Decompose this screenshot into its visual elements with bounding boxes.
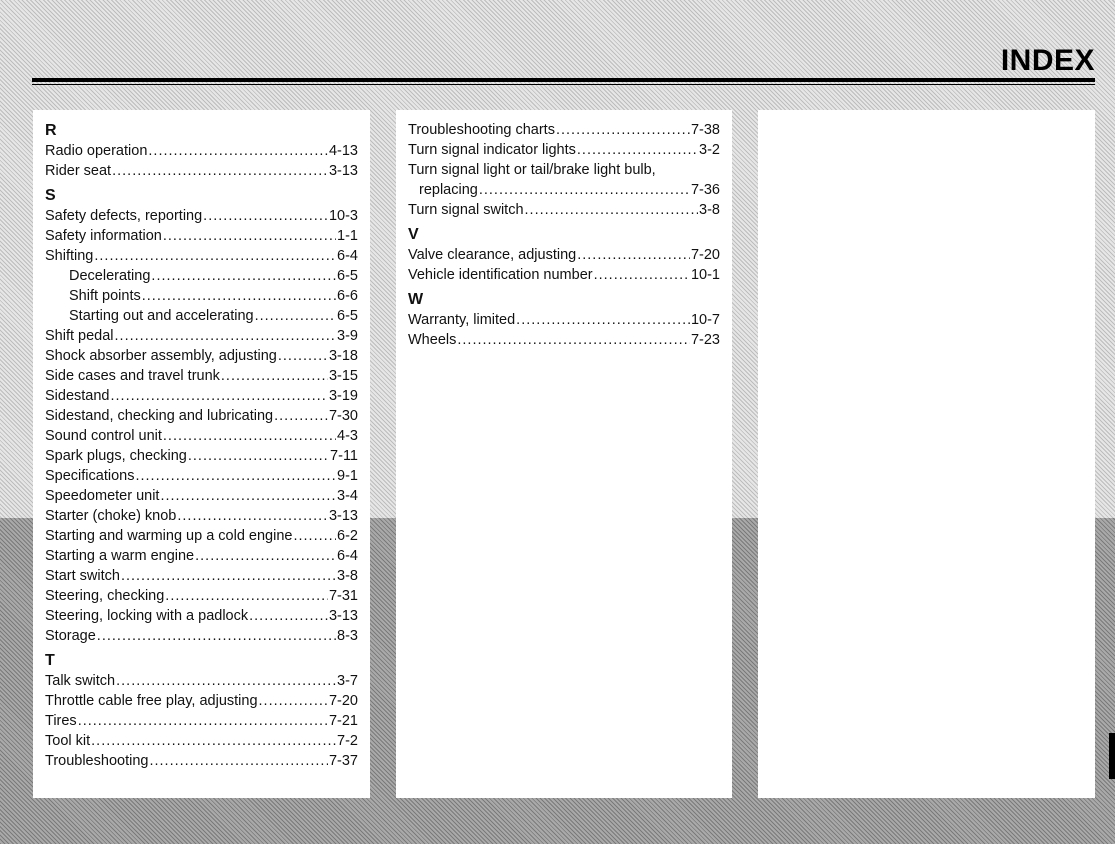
- entry-page: 7-11: [330, 448, 358, 464]
- entry-term: Wheels: [408, 332, 457, 348]
- entry-page: 3-15: [328, 368, 358, 384]
- leader-dots: [293, 526, 336, 546]
- index-entry: [408, 140, 720, 160]
- entry-page: 3-7: [337, 673, 358, 689]
- index-entry: [45, 506, 358, 526]
- index-entry: [45, 426, 358, 446]
- index-entry: [45, 161, 358, 181]
- leader-dots: [479, 180, 690, 200]
- section-letter-r: R: [45, 122, 57, 139]
- index-entry: [45, 606, 358, 626]
- index-entry: [45, 626, 358, 646]
- entry-page: 3-13: [328, 508, 358, 524]
- entry-term: Starting and warming up a cold engine: [45, 528, 293, 544]
- leader-dots: [142, 286, 336, 306]
- leader-dots: [525, 200, 699, 220]
- entry-term: Shock absorber assembly, adjusting: [45, 348, 277, 364]
- entry-term: Shift pedal: [45, 328, 114, 344]
- leader-dots: [249, 606, 328, 626]
- page-title: INDEX: [1000, 44, 1095, 77]
- index-entry: [45, 141, 358, 161]
- leader-dots: [556, 120, 690, 140]
- edge-thumb-tab: [1109, 733, 1115, 779]
- index-entry: [45, 366, 358, 386]
- leader-dots: [78, 711, 328, 731]
- entry-term: Talk switch: [45, 673, 116, 689]
- leader-dots: [203, 206, 328, 226]
- leader-dots: [278, 346, 328, 366]
- index-entry: [45, 671, 358, 691]
- index-entry: [45, 546, 358, 566]
- leader-dots: [112, 161, 328, 181]
- entry-page: 7-2: [337, 733, 358, 749]
- index-entry: [45, 691, 358, 711]
- index-entry-continuation: [408, 180, 720, 200]
- leader-dots: [151, 266, 336, 286]
- index-subentry: [45, 306, 358, 326]
- entry-term: Safety defects, reporting: [45, 208, 203, 224]
- entry-term: Tires: [45, 713, 77, 729]
- entry-term: Shift points: [69, 288, 141, 304]
- leader-dots: [94, 246, 336, 266]
- entry-term: Sidestand, checking and lubricating: [45, 408, 274, 424]
- leader-dots: [91, 731, 336, 751]
- leader-dots: [221, 366, 328, 386]
- index-column-3: [758, 110, 1095, 798]
- entry-page: 3-13: [328, 163, 358, 179]
- index-entry: [45, 206, 358, 226]
- entry-page: 3-2: [699, 142, 720, 158]
- leader-dots: [121, 566, 336, 586]
- leader-dots: [188, 446, 329, 466]
- leader-dots: [457, 330, 690, 350]
- section-letter-s: S: [45, 187, 56, 204]
- entry-term: Sidestand: [45, 388, 110, 404]
- entry-page: 6-5: [337, 308, 358, 324]
- entry-page: 7-36: [690, 182, 720, 198]
- entry-page: 6-4: [337, 548, 358, 564]
- index-entry: [408, 245, 720, 265]
- entry-term: Starting out and accelerating: [69, 308, 254, 324]
- leader-dots: [116, 671, 336, 691]
- index-subentry: [45, 266, 358, 286]
- entry-page: 6-4: [337, 248, 358, 264]
- index-entry: [45, 566, 358, 586]
- entry-term: Tool kit: [45, 733, 91, 749]
- section-letter-v: V: [408, 226, 419, 243]
- entry-page: 4-3: [337, 428, 358, 444]
- entry-page: 10-1: [690, 267, 720, 283]
- entry-term: Speedometer unit: [45, 488, 160, 504]
- leader-dots: [160, 486, 336, 506]
- entry-page: 3-13: [328, 608, 358, 624]
- leader-dots: [577, 140, 698, 160]
- leader-dots: [577, 245, 690, 265]
- index-entry: [45, 226, 358, 246]
- leader-dots: [195, 546, 336, 566]
- entry-term: Spark plugs, checking: [45, 448, 187, 464]
- entry-term: Troubleshooting: [45, 753, 149, 769]
- entry-page: 4-13: [328, 143, 358, 159]
- leader-dots: [594, 265, 690, 285]
- leader-dots: [135, 466, 336, 486]
- entry-page: 6-5: [337, 268, 358, 284]
- entry-term: Side cases and travel trunk: [45, 368, 220, 384]
- entry-page: 3-18: [328, 348, 358, 364]
- entry-page: 3-19: [328, 388, 358, 404]
- index-entry: [45, 406, 358, 426]
- leader-dots: [111, 386, 328, 406]
- entry-term: Vehicle identification number: [408, 267, 593, 283]
- entry-page: 10-7: [690, 312, 720, 328]
- entry-term: Radio operation: [45, 143, 148, 159]
- index-entry: [45, 346, 358, 366]
- index-entry-multiline: Turn signal light or tail/brake light bulb,: [408, 162, 656, 178]
- index-entry: [408, 120, 720, 140]
- index-entry: [45, 326, 358, 346]
- entry-term: Steering, checking: [45, 588, 165, 604]
- index-entry: [45, 246, 358, 266]
- entry-term: Starting a warm engine: [45, 548, 195, 564]
- section-letter-t: T: [45, 652, 55, 669]
- entry-page: 6-2: [337, 528, 358, 544]
- header-rule-thick: [32, 78, 1095, 82]
- entry-term: replacing: [419, 182, 478, 198]
- entry-term: Valve clearance, adjusting: [408, 247, 577, 263]
- leader-dots: [274, 406, 328, 426]
- header-rule-thin: [32, 84, 1095, 85]
- entry-term: Start switch: [45, 568, 120, 584]
- entry-term: Troubleshooting charts: [408, 122, 555, 138]
- index-entry: [45, 731, 358, 751]
- entry-page: 1-1: [337, 228, 358, 244]
- entry-page: 7-21: [328, 713, 358, 729]
- index-entry: [408, 330, 720, 350]
- entry-page: 3-8: [699, 202, 720, 218]
- leader-dots: [163, 426, 336, 446]
- entry-term: Shifting: [45, 248, 94, 264]
- index-column-2: [396, 110, 732, 798]
- leader-dots: [115, 326, 337, 346]
- index-entry: [45, 446, 358, 466]
- entry-page: 9-1: [337, 468, 358, 484]
- entry-page: 7-31: [328, 588, 358, 604]
- entry-page: 8-3: [337, 628, 358, 644]
- leader-dots: [97, 626, 336, 646]
- entry-term: Safety information: [45, 228, 162, 244]
- entry-page: 3-8: [337, 568, 358, 584]
- index-entry: [45, 751, 358, 771]
- leader-dots: [516, 310, 690, 330]
- leader-dots: [259, 691, 328, 711]
- entry-page: 7-20: [328, 693, 358, 709]
- section-letter-w: W: [408, 291, 424, 308]
- entry-page: 7-30: [328, 408, 358, 424]
- index-entry: [408, 200, 720, 220]
- entry-term: Specifications: [45, 468, 135, 484]
- entry-term: Rider seat: [45, 163, 112, 179]
- index-entry: [408, 310, 720, 330]
- entry-page: 7-23: [690, 332, 720, 348]
- entry-term: Starter (choke) knob: [45, 508, 177, 524]
- index-entry: [45, 526, 358, 546]
- entry-term: Storage: [45, 628, 96, 644]
- index-entry: [45, 466, 358, 486]
- entry-term: Decelerating: [69, 268, 151, 284]
- index-entry: [45, 586, 358, 606]
- index-entry: [45, 386, 358, 406]
- entry-page: 7-20: [690, 247, 720, 263]
- leader-dots: [163, 226, 336, 246]
- leader-dots: [149, 751, 328, 771]
- entry-page: 6-6: [337, 288, 358, 304]
- entry-term: Sound control unit: [45, 428, 162, 444]
- entry-term: Turn signal indicator lights: [408, 142, 576, 158]
- entry-term: Warranty, limited: [408, 312, 516, 328]
- index-column-1: [33, 110, 370, 798]
- entry-page: 3-4: [337, 488, 358, 504]
- leader-dots: [148, 141, 328, 161]
- entry-page: 3-9: [337, 328, 358, 344]
- entry-page: 7-37: [328, 753, 358, 769]
- index-entry: [45, 486, 358, 506]
- entry-page: 7-38: [690, 122, 720, 138]
- index-entry: [45, 711, 358, 731]
- leader-dots: [177, 506, 328, 526]
- index-entry: [408, 265, 720, 285]
- entry-term: Steering, locking with a padlock: [45, 608, 249, 624]
- leader-dots: [165, 586, 328, 606]
- entry-term: Turn signal switch: [408, 202, 524, 218]
- entry-page: 10-3: [328, 208, 358, 224]
- entry-term: Throttle cable free play, adjusting: [45, 693, 258, 709]
- leader-dots: [255, 306, 336, 326]
- index-subentry: [45, 286, 358, 306]
